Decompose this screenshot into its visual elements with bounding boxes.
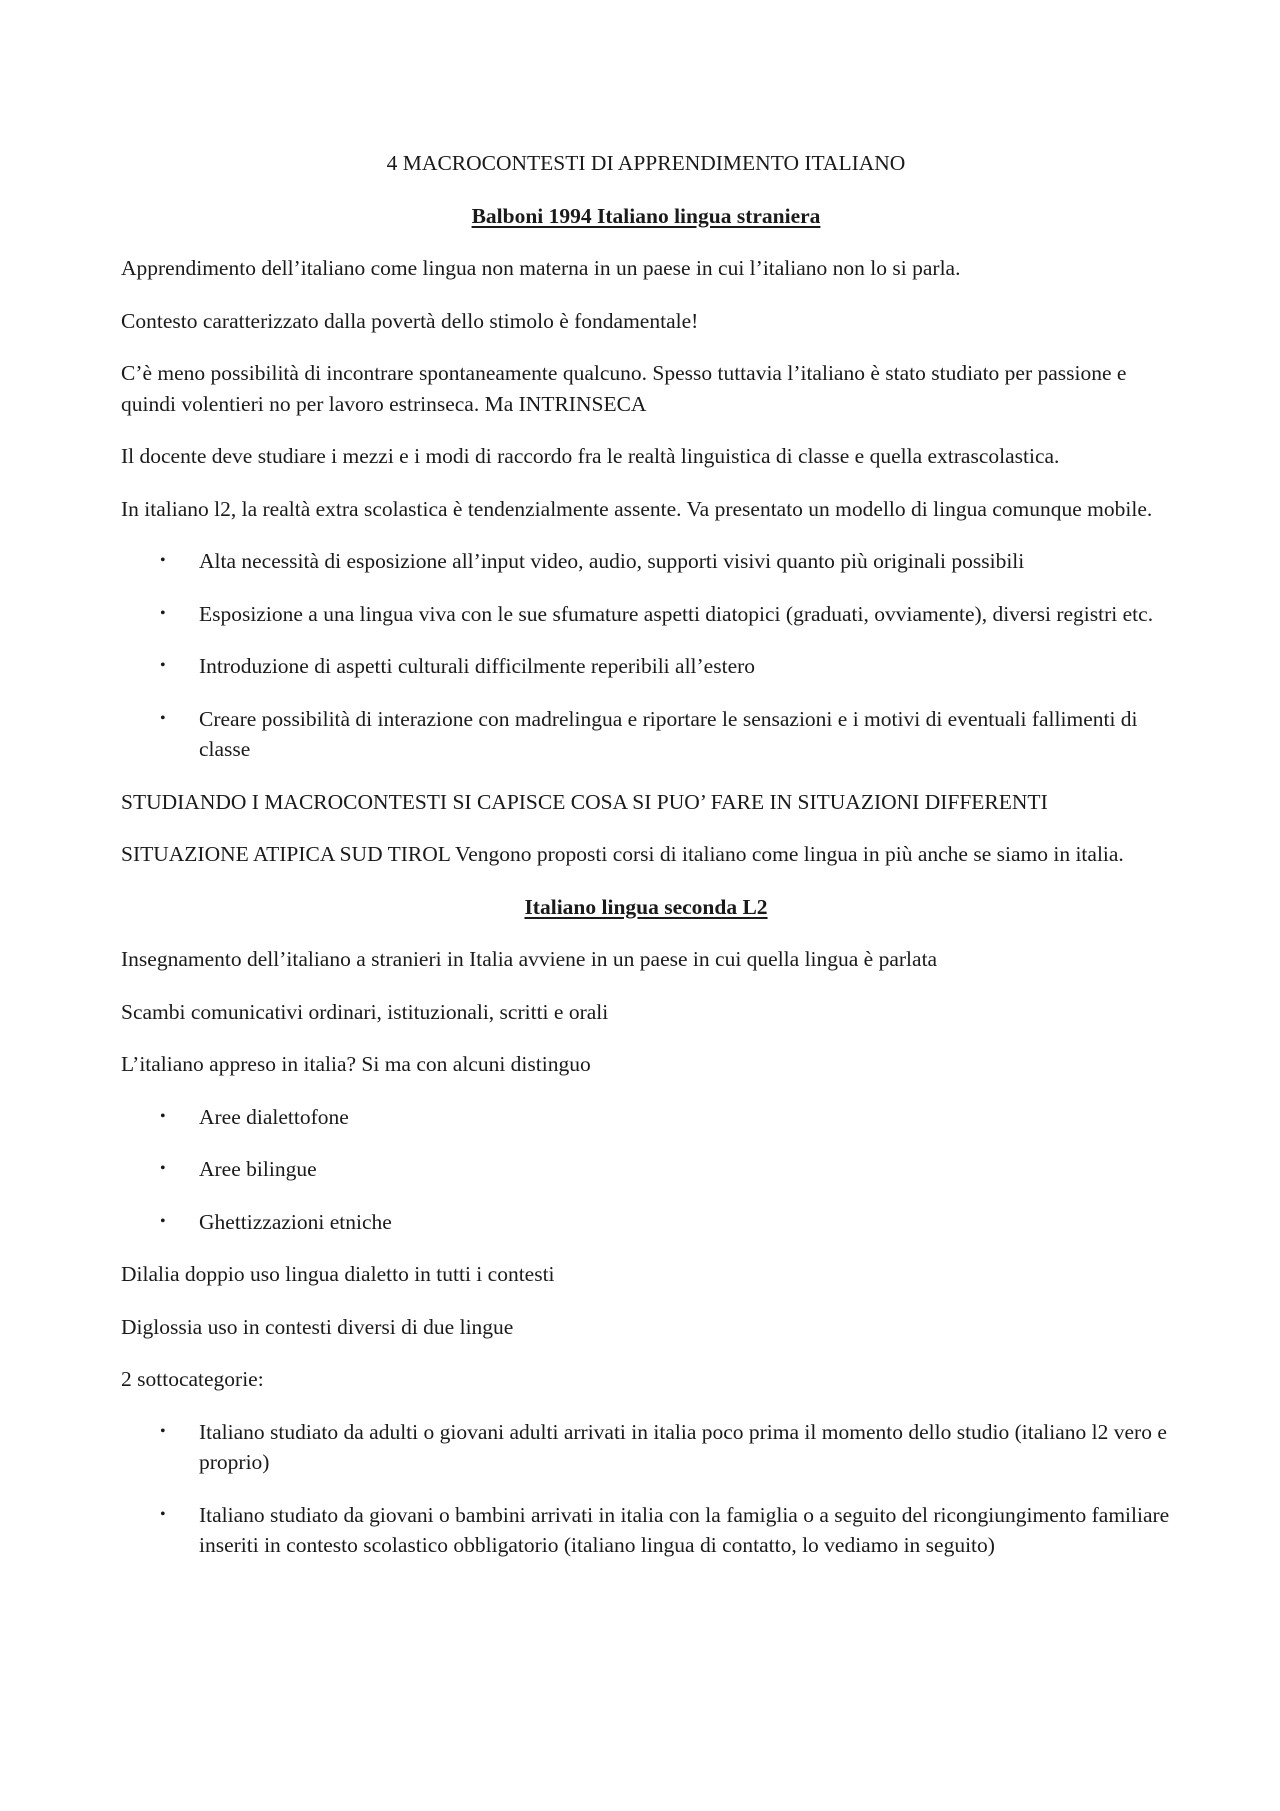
bullet-icon: • bbox=[160, 604, 166, 622]
list-item-text: Aree dialettofone bbox=[199, 1104, 349, 1129]
list-item bbox=[121, 1154, 1171, 1185]
bullet-icon: • bbox=[160, 552, 166, 569]
bullet-icon: • bbox=[160, 1160, 166, 1177]
paragraph: STUDIANDO I MACROCONTESTI SI CAPISCE COSA SI PUO’ FARE IN SITUAZIONI DIFFERENTI bbox=[121, 789, 1048, 814]
paragraph: Dilalia doppio uso lingua dialetto in tutti i contesti bbox=[121, 1262, 555, 1286]
list-item bbox=[121, 1102, 1171, 1133]
paragraph: In italiano l2, la realtà extra scolastica è tendenzialmente assente. Va presentato un modello di lingua comunque mobile. bbox=[121, 496, 1153, 521]
list-item bbox=[121, 599, 1171, 630]
bullet-icon: • bbox=[160, 1422, 166, 1440]
list-item bbox=[121, 704, 1171, 765]
bullet-icon: • bbox=[160, 1107, 166, 1125]
paragraph: 2 sottocategorie: bbox=[121, 1367, 264, 1391]
document-page bbox=[121, 148, 1171, 1583]
paragraph: Diglossia uso in contesti diversi di due lingue bbox=[121, 1314, 514, 1339]
list-item-text: Alta necessità di esposizione all’input video, audio, supporti visivi quanto più originali possibili bbox=[199, 549, 1025, 573]
list-item bbox=[121, 546, 1171, 577]
bullet-icon: • bbox=[160, 657, 166, 674]
list-item-text: Esposizione a una lingua viva con le sue sfumature aspetti diatopici (graduati, ovviamente), diversi registri etc. bbox=[199, 601, 1154, 626]
bullet-list bbox=[121, 1417, 1171, 1561]
bullet-list bbox=[121, 1102, 1171, 1238]
paragraph: C’è meno possibilità di incontrare spontaneamente qualcuno. Spesso tuttavia l’italiano è stato studiato per passione e quindi volentieri no per lavoro estrinseca. Ma INTRINSECA bbox=[121, 361, 1127, 416]
document-title: 4 MACROCONTESTI DI APPRENDIMENTO ITALIANO bbox=[386, 151, 906, 175]
list-item-text: Italiano studiato da giovani o bambini arrivati in italia con la famiglia o a seguito del ricongiungimento familiare inseriti in contesto scolastico obbligatorio (italiano lingua di contatto, lo vediamo in seguito) bbox=[199, 1502, 1170, 1557]
list-item-text: Introduzione di aspetti culturali difficilmente reperibili all’estero bbox=[199, 654, 756, 678]
list-item bbox=[121, 651, 1171, 682]
paragraph: Contesto caratterizzato dalla povertà dello stimolo è fondamentale! bbox=[121, 308, 699, 333]
paragraph: Apprendimento dell’italiano come lingua non materna in un paese in cui l’italiano non lo si parla. bbox=[121, 256, 961, 280]
bullet-icon: • bbox=[160, 709, 166, 727]
list-item bbox=[121, 1417, 1171, 1478]
list-item bbox=[121, 1500, 1171, 1561]
paragraph: Il docente deve studiare i mezzi e i modi di raccordo fra le realtà linguistica di classe e quella extrascolastica. bbox=[121, 444, 1060, 468]
bullet-icon: • bbox=[160, 1505, 166, 1523]
bullet-icon: • bbox=[160, 1212, 166, 1230]
bullet-list bbox=[121, 546, 1171, 765]
list-item-text: Ghettizzazioni etniche bbox=[199, 1209, 392, 1234]
paragraph: Scambi comunicativi ordinari, istituzionali, scritti e orali bbox=[121, 999, 609, 1024]
list-item bbox=[121, 1207, 1171, 1238]
paragraph: L’italiano appreso in italia? Si ma con alcuni distinguo bbox=[121, 1052, 591, 1076]
list-item-text: Aree bilingue bbox=[199, 1157, 317, 1181]
paragraph: Insegnamento dell’italiano a stranieri in Italia avviene in un paese in cui quella lingua è parlata bbox=[121, 947, 938, 971]
section-heading-italiano-lingua-straniera: Balboni 1994 Italiano lingua straniera bbox=[471, 203, 821, 228]
list-item-text: Creare possibilità di interazione con madrelingua e riportare le sensazioni e i motivi di eventuali fallimenti di classe bbox=[199, 706, 1138, 761]
section-heading-italiano-lingua-seconda: Italiano lingua seconda L2 bbox=[524, 894, 768, 919]
list-item-text: Italiano studiato da adulti o giovani adulti arrivati in italia poco prima il momento dello studio (italiano l2 vero e proprio) bbox=[199, 1419, 1167, 1474]
paragraph: SITUAZIONE ATIPICA SUD TIROL Vengono proposti corsi di italiano come lingua in più anche se siamo in italia. bbox=[121, 842, 1124, 866]
